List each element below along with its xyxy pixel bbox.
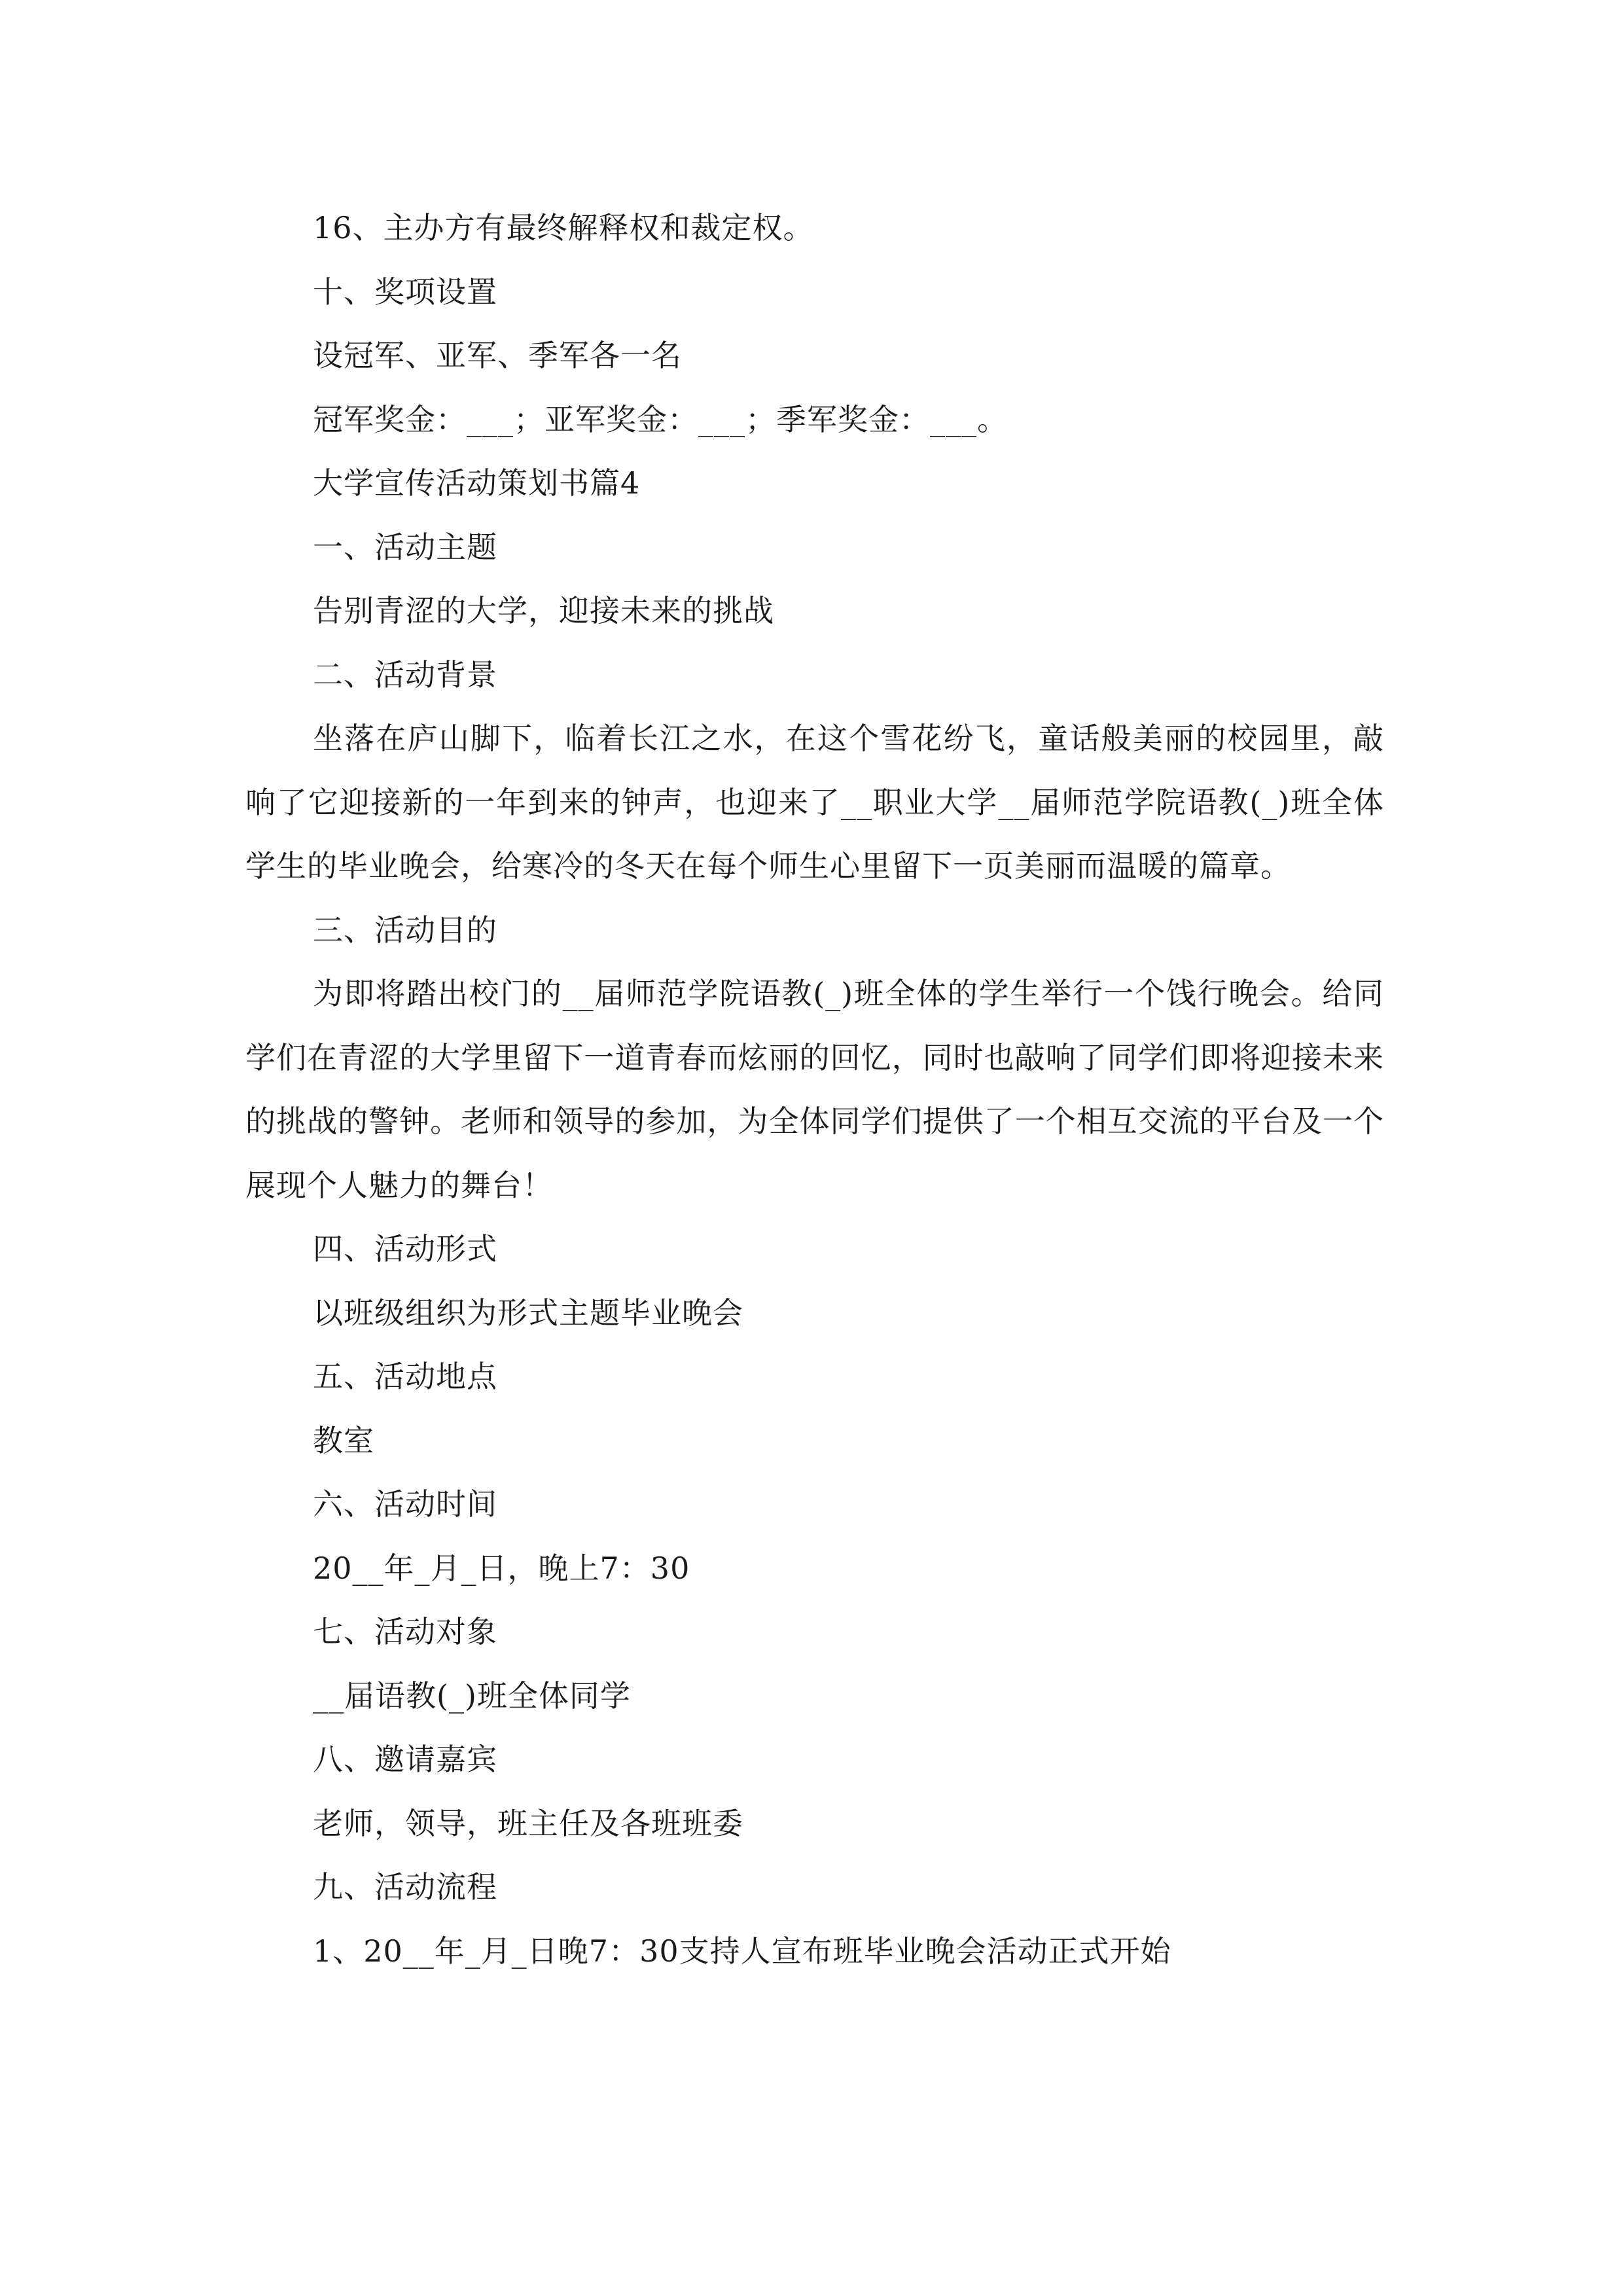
process-step-1: 1、20__年_月_日晚7：30支持人宣布班毕业晚会活动正式开始 (313, 1933, 1171, 1969)
section-purpose-heading: 三、活动目的 (313, 912, 497, 948)
section-awards-heading: 十、奖项设置 (313, 274, 497, 310)
time-text: 20__年_月_日，晚上7：30 (313, 1550, 690, 1586)
section-theme-heading: 一、活动主题 (313, 529, 497, 565)
audience-text: __届语教(_)班全体同学 (313, 1677, 631, 1713)
format-text: 以班级组织为形式主题毕业晚会 (313, 1295, 743, 1331)
section-background-heading: 二、活动背景 (313, 656, 497, 692)
section-format-heading: 四、活动形式 (313, 1231, 497, 1266)
section-process-heading: 九、活动流程 (313, 1869, 497, 1905)
section-audience-heading: 七、活动对象 (313, 1614, 497, 1649)
section-location-heading: 五、活动地点 (313, 1359, 497, 1394)
document-body (245, 196, 1384, 1983)
guests-text: 老师，领导，班主任及各班班委 (313, 1805, 743, 1841)
awards-prize-line: 冠军奖金：___；亚军奖金：___；季军奖金：___。 (313, 401, 1008, 437)
section-guests-heading: 八、邀请嘉宾 (313, 1742, 497, 1777)
section-time-heading: 六、活动时间 (313, 1486, 497, 1522)
document-title: 大学宣传活动策划书篇4 (313, 465, 641, 501)
background-paragraph: 坐落在庐山脚下，临着长江之水，在这个雪花纷飞，童话般美丽的校园里，敲响了它迎接新的一年到来的钟声，也迎来了__职业大学__届师范学院语教(_)班全体学生的毕业晚会，给寒冷的冬天在每个师生心里留下一页美丽而温暖的篇章。 (245, 721, 1384, 884)
awards-places-line: 设冠军、亚军、季军各一名 (313, 338, 682, 373)
location-text: 教室 (313, 1422, 374, 1458)
purpose-paragraph: 为即将踏出校门的__届师范学院语教(_)班全体的学生举行一个饯行晚会。给同学们在青涩的大学里留下一道青春而炫丽的回忆，同时也敲响了同学们即将迎接未来的挑战的警钟。老师和领导的参加，为全体同学们提供了一个相互交流的平台及一个展现个人魅力的舞台！ (245, 976, 1384, 1203)
rule-16-line: 16、主办方有最终解释权和裁定权。 (313, 210, 814, 245)
theme-text: 告别青涩的大学，迎接未来的挑战 (313, 593, 774, 628)
